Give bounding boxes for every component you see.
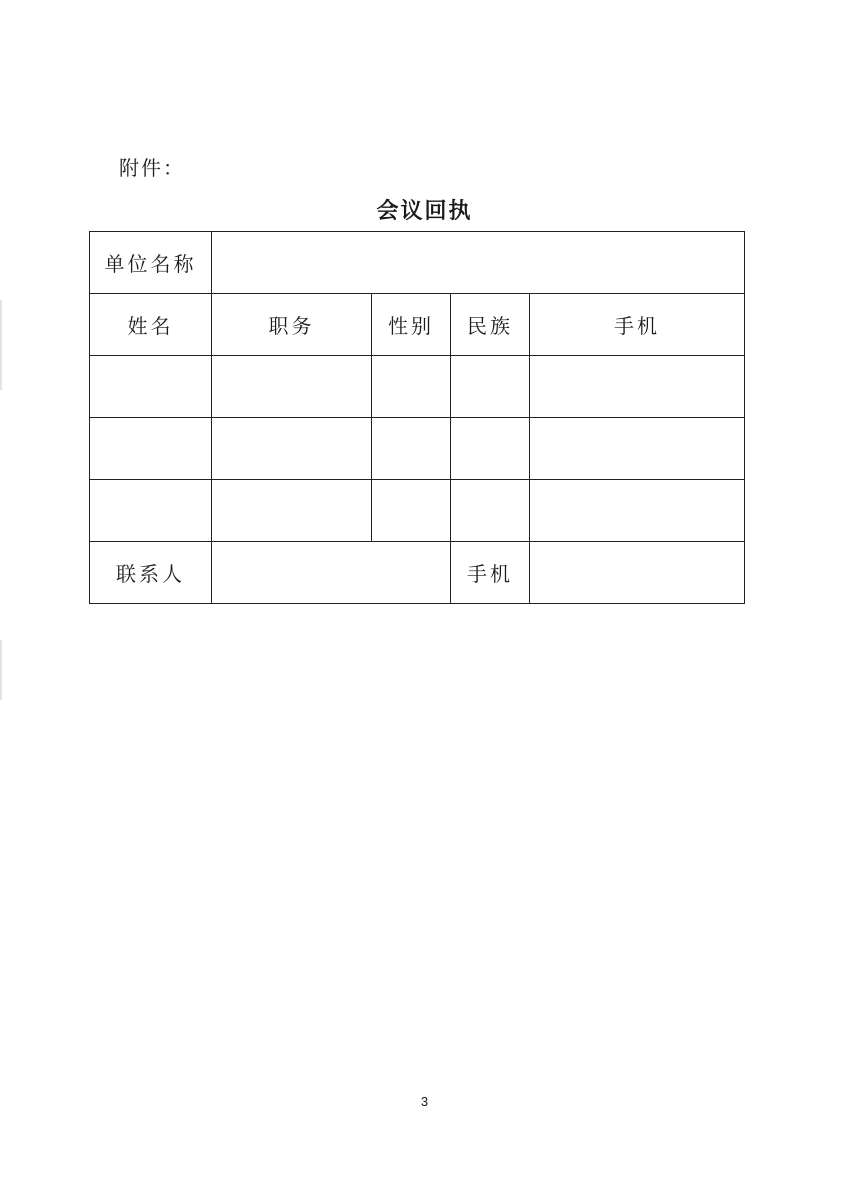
table-row <box>90 418 745 480</box>
scan-edge-mark-upper <box>0 300 2 390</box>
contact-field[interactable] <box>212 542 451 604</box>
phone-cell[interactable] <box>530 418 745 480</box>
ethnicity-cell[interactable] <box>451 356 530 418</box>
contact-phone-label: 手机 <box>451 542 530 604</box>
unit-name-field[interactable] <box>212 232 745 294</box>
gender-cell[interactable] <box>372 480 451 542</box>
attachment-label: 附件： <box>119 156 185 180</box>
header-ethnicity: 民族 <box>451 294 530 356</box>
table-row <box>90 480 745 542</box>
document-title: 会议回执 <box>376 199 473 224</box>
header-position: 职务 <box>212 294 372 356</box>
position-cell[interactable] <box>212 356 372 418</box>
header-phone: 手机 <box>530 294 745 356</box>
header-name: 姓名 <box>90 294 212 356</box>
meeting-receipt-table <box>89 231 745 604</box>
header-row <box>90 294 745 356</box>
unit-name-row <box>90 232 745 294</box>
position-cell[interactable] <box>212 480 372 542</box>
contact-phone-field[interactable] <box>530 542 745 604</box>
page-number: 3 <box>420 1094 429 1109</box>
name-cell[interactable] <box>90 480 212 542</box>
contact-row <box>90 542 745 604</box>
ethnicity-cell[interactable] <box>451 418 530 480</box>
header-gender: 性别 <box>372 294 451 356</box>
position-cell[interactable] <box>212 418 372 480</box>
phone-cell[interactable] <box>530 356 745 418</box>
contact-label: 联系人 <box>90 542 212 604</box>
phone-cell[interactable] <box>530 480 745 542</box>
name-cell[interactable] <box>90 418 212 480</box>
gender-cell[interactable] <box>372 356 451 418</box>
scan-edge-mark-lower <box>0 640 2 700</box>
name-cell[interactable] <box>90 356 212 418</box>
gender-cell[interactable] <box>372 418 451 480</box>
unit-name-label: 单位名称 <box>90 232 212 294</box>
table-row <box>90 356 745 418</box>
ethnicity-cell[interactable] <box>451 480 530 542</box>
